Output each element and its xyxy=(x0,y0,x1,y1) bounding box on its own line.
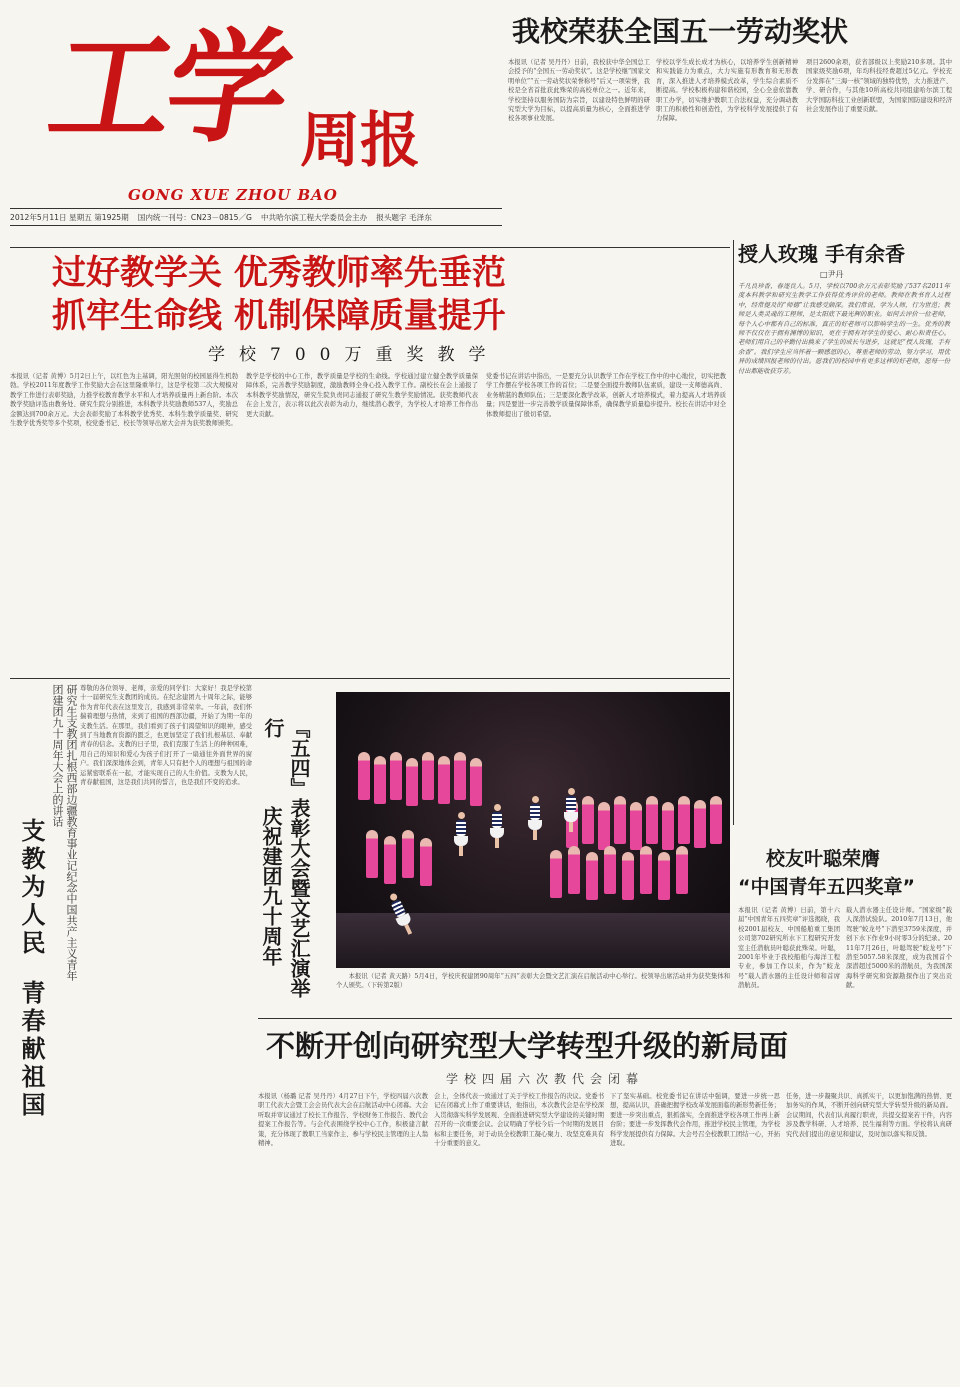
lead-headline-1: 过好教学关 优秀教师率先垂范 xyxy=(52,253,506,293)
publisher: 中共哈尔滨工程大学委员会主办 xyxy=(260,213,368,222)
alumni-headline-1: 校友叶聪荣膺 xyxy=(766,848,881,870)
bottom-col2: 会上，全体代表一致通过了关于学校工作报告的决议。党委书记在闭幕式上作了重要讲话，他指出，本次教代会是在学校深入贯彻落实科学发展观、全面推进研究型大学建设的关键时期召开的一次重要会议。会议明确了学校今后一个时期的发展目标和主要任务，对于动员全校教职工凝心聚力、攻坚克难具有十分重要的意义。 xyxy=(434,1093,605,1148)
left-feature-headline-2: 青春献祖国 xyxy=(17,980,45,1120)
bottom-col4: 任务，进一步凝聚共识、真抓实干，以更加饱满的热情、更加务实的作风，不断开创向研究型大学转型升级的新局面。会议期间，代表们认真履行职责，共提交提案若干件，内容涉及教学科研、人才培养、民生福利等方面。学校将认真研究代表们提出的意见和建议，及时加以落实和反馈。 xyxy=(786,1093,952,1138)
top-article-col3: 项目2600余项，获省部级以上奖励210多项。其中国家级奖励6项，年均科技经费超过5亿元。学校充分发挥在“三海一核”领域的独特优势，大力推进产、学、研合作，与其他10所高校共同组建哈尔滨工程大学国防科技工业创新联盟，为国家国防建设和经济社会发展作出了重要贡献。 xyxy=(806,59,952,114)
left-feature-body: 尊敬的各位领导、老师，亲爱的同学们：大家好！我是学校第十一届研究生支教团的成员。在纪念建团九十周年之际，能够作为青年代表在这里发言，我感到非常荣幸。一年前，我们怀揣着理想与热情，来到了祖国的西部边疆，开始了为期一年的支教生活。在那里，我们看到了孩子们渴望知识的眼神，感受到了当地教育资源的匮乏，也更加坚定了我们扎根基层、奉献青春的信念。支教的日子里，我们克服了生活上的种种困难，用自己的知识和爱心为孩子们打开了一扇通往外面世界的窗户。我们深深地体会到，青年人只有把个人的理想与祖国的命运紧密联系在一起，才能实现自己的人生价值。支教为人民，青春献祖国，这是我们共同的誓言，也是我们不变的追求。 xyxy=(80,685,252,787)
photo-headline-1: 『五四』表彰大会暨文艺汇演举行 xyxy=(261,718,311,998)
right-column-divider xyxy=(733,240,734,825)
masthead-rule-bottom xyxy=(10,225,502,226)
mid-rule xyxy=(10,678,730,679)
bottom-col3: 下了坚实基础。校党委书记在讲话中强调，要进一步统一思想，提高认识，准确把握学校改革发展面临的新形势新任务；要进一步突出重点，狠抓落实，全面推进学校各项工作再上新台阶；要进一步发挥教代会作用，推进学校民主管理，为学校科学发展提供有力保障。大会号召全校教职工团结一心，开拓进取。 xyxy=(610,1093,781,1148)
stage-floor xyxy=(336,913,730,968)
dateline-row xyxy=(10,212,505,223)
lead-col3: 党委书记在讲话中指出，一是要充分认识教学工作在学校工作中的中心地位，切实把教学工作摆在学校各项工作的首位；二是要全面提升教师队伍素质，建设一支师德高尚、业务精湛的教师队伍；三是要深化教学改革，创新人才培养模式，着力提高人才培养质量；四是要进一步完善教学质量保障体系，确保教学质量稳步提升。校长在讲话中对全体教师提出了殷切希望。 xyxy=(486,373,726,418)
masthead-rule xyxy=(10,208,502,209)
photo-caption: 本报讯（记者 黄天路）5月4日，学校庆祝建团90周年“五四”表彰大会暨文艺汇演在启航活动中心举行。校领导出席活动并为获奖集体和个人颁奖。（下转第2版） xyxy=(336,973,730,990)
lead-top-rule xyxy=(10,247,730,248)
rose-body: 千凡良珍香，春逐良人。5月，学校以700余万元表彰奖励了537名2011年度本科教学和研究生教学工作获得优秀评价的老师。教师在教书育人过程中，经常提及的“师德”让我感受颇深。我们常说，学为人师，行为世范；教师是人类灵魂的工程师，是太阳底下最光辉的职业。如何去评价一位老师，每个人心中都有自己的标准，真正的好老师可以影响学生的一生。优秀的教师不仅仅在于拥有渊博的知识，更在于拥有对学生的爱心、耐心和责任心。老师们用自己的辛勤付出换来了学生的成长与进步，这就是“授人玫瑰，手有余香”。我们学生应当怀着一颗感恩的心，尊重老师的劳动，努力学习，用优异的成绩回报老师的付出。愿我们的校园中有更多这样的好老师，愿每一份付出都能收获芬芳。 xyxy=(738,283,950,375)
bottom-col1: 本报讯（杨璐 记者 吴丹丹）4月27日下午，学校四届六次教职工代表大会暨工会会员代表大会在启航活动中心闭幕。大会听取并审议通过了校长工作报告、学校财务工作报告、教代会提案工作报告等。与会代表围绕学校中心工作，积极建言献策，充分体现了教职工当家作主、参与学校民主管理的主人翁精神。 xyxy=(258,1093,429,1148)
lead-headline-2: 抓牢生命线 机制保障质量提升 xyxy=(52,296,506,336)
top-article-col2: 学校以学生成长成才为核心，以培养学生创新精神和实践能力为重点，大力实施有形教育和无形教育，深入推进人才培养模式改革，学生综合素质不断提高。学校积极构建和谐校园，全心全意依靠教职工办学，切实维护教职工合法权益，充分调动教职工的积极性和创造性，为学校科学发展提供了有力保障。 xyxy=(656,59,798,123)
lead-subheadline: 学校700万重奖教学 xyxy=(208,345,500,365)
rose-headline: 授人玫瑰 手有余香 xyxy=(738,242,905,266)
rose-byline: □尹丹 xyxy=(820,270,844,279)
left-feature-subhead: 研究生支教团扎根西部边疆教育事业记纪念中国共产主义青年团建团九十周年大会上的讲话 xyxy=(51,684,78,981)
issn: 国内统一刊号：CN23－0815／G xyxy=(137,213,252,222)
masthead-title: 周报 xyxy=(300,106,420,176)
lead-col1: 本报讯（记者 黄博）5月2日上午，以红色为主基调，阳光照射的校园显得生机勃勃。学校2011年度教学工作奖励大会在这里隆重举行，这是学校第二次大规模对教学工作进行表彰奖励，力推学校教育教学水平和人才培养质量再上新台阶。本次教学奖励评选由教务处、研究生院分别推进，本科教学共奖励教师537人，奖励总金额达到700余万元。大会表彰奖励了本科教学优秀奖、本科生教学质量奖、研究生教学优秀奖等多个奖项，校党委书记、校长等领导出席大会并为获奖教师颁奖。 xyxy=(10,373,238,428)
masthead-pinyin: GONG XUE ZHOU BAO xyxy=(128,186,338,204)
masthead-logo: 工学 xyxy=(39,15,297,159)
performance-photo xyxy=(336,692,730,968)
alumni-col1: 本报讯（记者 黄博）日前，第十六届“中国青年五四奖章”评选揭晓，我校2001届校友、中国船舶重工集团公司第702研究所水下工程研究开发室主任潜航员叶聪获此殊荣。叶聪，2001年毕业于我校船舶与海洋工程专业，参加工作以来，作为“蛟龙号”载人潜水器的主任设计师和首席潜航员。 xyxy=(738,907,840,990)
bottom-subheadline: 学校四届六次教代会闭幕 xyxy=(446,1072,645,1086)
left-feature-headline-1: 支教为人民 xyxy=(17,818,45,958)
alumni-col2: 载人潜水器主任设计师。“国家级”载人深潜试验队。2010年7月13日，他驾驶“蛟龙号”下潜至3759米深度，并创下水下作业9小时零3分的纪录。2011年7月26日，叶聪驾驶“蛟龙号”下潜至5057.58米深度，成为我国首个深潜超过5000米的潜航员，为我国深海科学研究和资源勘探作出了突出贡献。 xyxy=(846,907,952,990)
editor-credit: 报头题字 毛泽东 xyxy=(376,213,432,222)
top-article-headline: 我校荣获全国五一劳动奖状 xyxy=(512,15,849,48)
photo-headline-2: 庆祝建团九十周年 xyxy=(259,806,283,966)
dateline: 2012年5月11日 星期五 第1925期 xyxy=(10,213,129,222)
alumni-headline-2: “中国青年五四奖章” xyxy=(738,876,915,898)
top-article-col1: 本报讯（记者 吴丹丹）日前，我校获中华全国总工会授予的“全国五一劳动奖状”。这是学校继“国家文明单位”“五一劳动奖状荣誉称号”后又一项荣誉，我校是全省首批获此殊荣的高校单位之一。近年来，学校坚持以服务国防为宗旨，以建设特色鲜明的研究型大学为目标，以提高质量为核心，全面推进学校各项事业发展。 xyxy=(508,59,650,123)
bottom-rule xyxy=(258,1018,952,1019)
lead-col2: 教学是学校的中心工作，教学质量是学校的生命线。学校通过建立健全教学质量保障体系，完善教学奖励制度，激励教师全身心投入教学工作。副校长在会上通报了本科教学奖励情况，研究生院负责同志通报了研究生教学奖励情况。获奖教师代表在会上发言，表示将以此次表彰为动力，继续潜心教学，为学校人才培养工作作出更大贡献。 xyxy=(246,373,478,418)
bottom-headline: 不断开创向研究型大学转型升级的新局面 xyxy=(266,1029,789,1063)
masthead xyxy=(0,0,505,265)
